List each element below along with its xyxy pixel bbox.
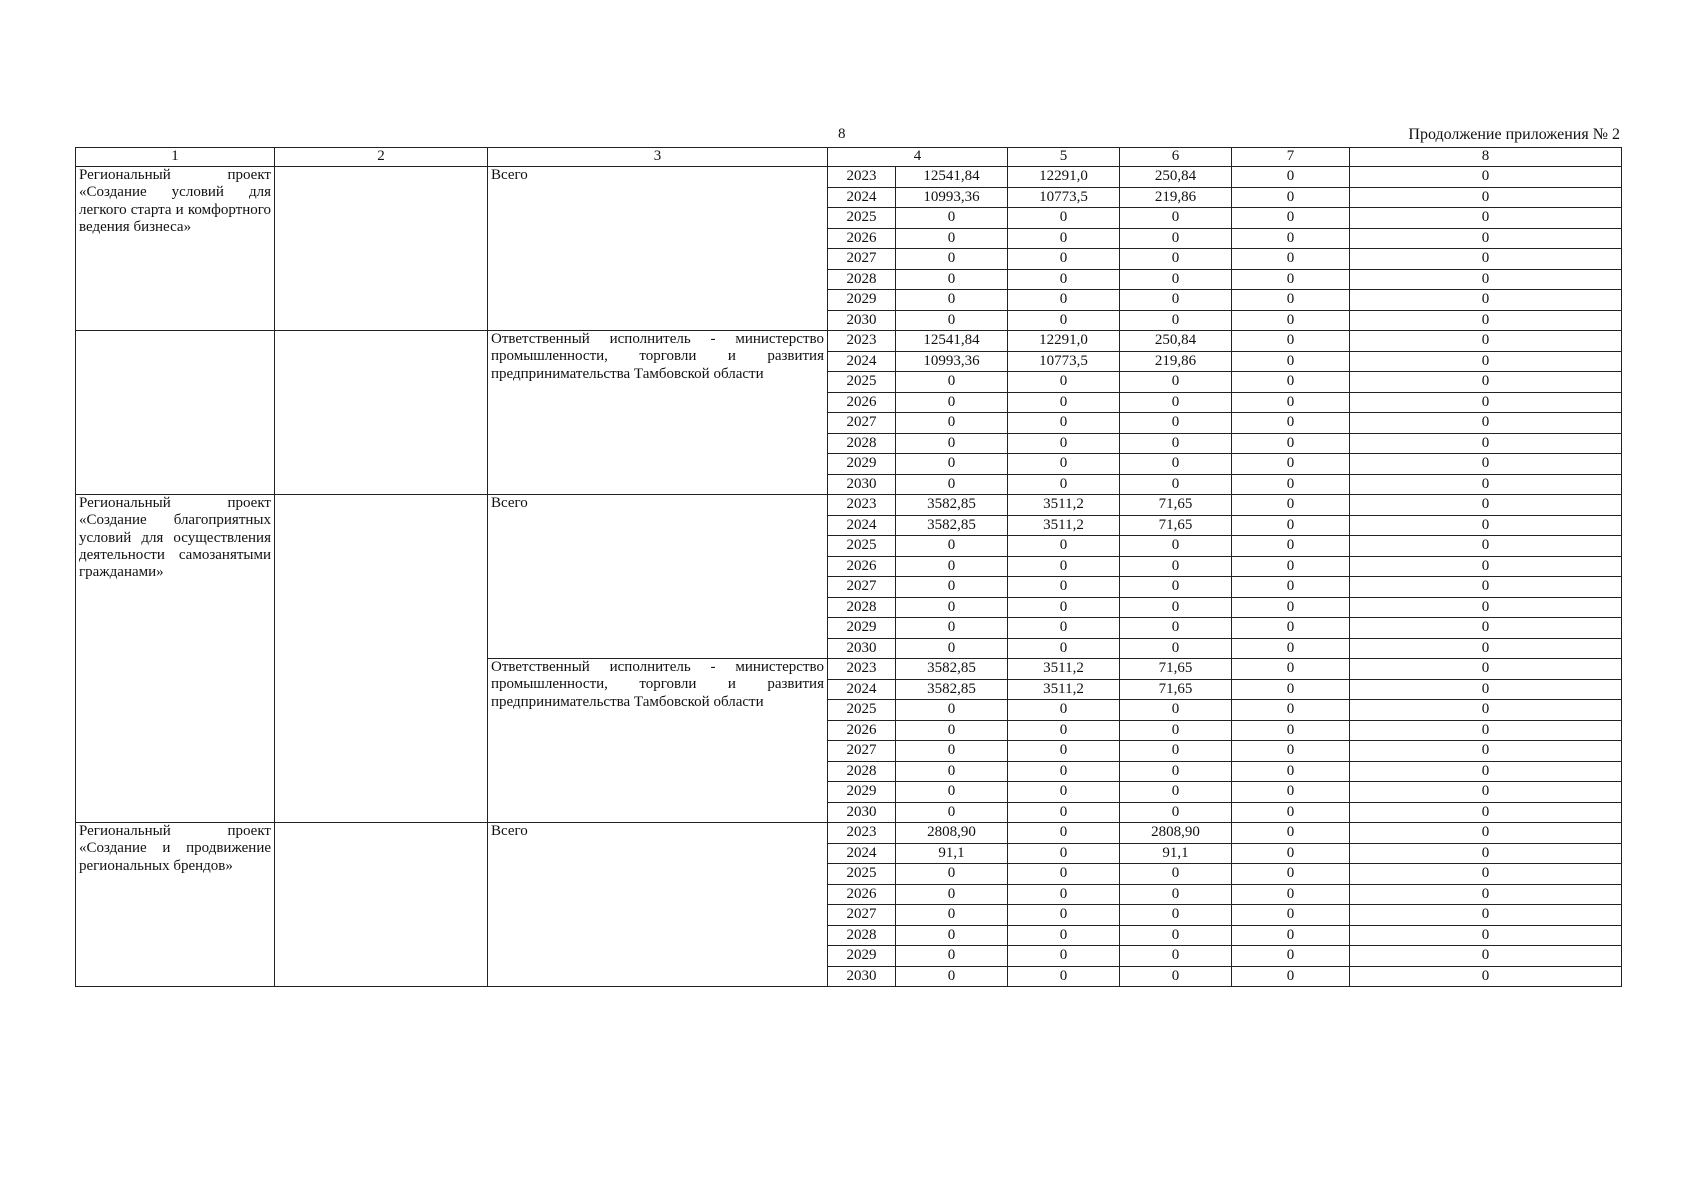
source-label-cell: Всего (488, 823, 828, 987)
value-cell-5: 0 (1008, 392, 1120, 413)
year-cell: 2028 (828, 925, 896, 946)
value-cell-4: 0 (896, 925, 1008, 946)
value-cell-6: 0 (1120, 905, 1232, 926)
page-number: 8 (838, 126, 846, 142)
value-cell-8: 0 (1350, 700, 1622, 721)
continuation-label: Продолжение приложения № 2 (1408, 126, 1620, 143)
value-cell-4: 0 (896, 618, 1008, 639)
value-cell-4: 12541,84 (896, 167, 1008, 188)
value-cell-7: 0 (1232, 249, 1350, 270)
value-cell-8: 0 (1350, 536, 1622, 557)
value-cell-7: 0 (1232, 884, 1350, 905)
year-cell: 2030 (828, 310, 896, 331)
column-2-cell (275, 495, 488, 823)
year-cell: 2027 (828, 413, 896, 434)
value-cell-4: 12541,84 (896, 331, 1008, 352)
value-cell-4: 0 (896, 556, 1008, 577)
year-cell: 2024 (828, 843, 896, 864)
year-cell: 2028 (828, 433, 896, 454)
value-cell-4: 0 (896, 638, 1008, 659)
value-cell-6: 0 (1120, 966, 1232, 987)
value-cell-5: 0 (1008, 577, 1120, 598)
value-cell-4: 0 (896, 905, 1008, 926)
value-cell-6: 0 (1120, 372, 1232, 393)
value-cell-6: 0 (1120, 577, 1232, 598)
value-cell-6: 0 (1120, 761, 1232, 782)
year-cell: 2026 (828, 228, 896, 249)
project-name-cell: Региональный проект «Создание условий для легкого старта и комфортного ведения бизнеса» (76, 167, 275, 331)
value-cell-4: 0 (896, 597, 1008, 618)
value-cell-8: 0 (1350, 577, 1622, 598)
source-label-cell: Ответственный исполнитель - министерство промышленности, торговли и развития предпринимательства Тамбовской области (488, 659, 828, 823)
value-cell-8: 0 (1350, 720, 1622, 741)
column-2-cell (275, 823, 488, 987)
value-cell-5: 0 (1008, 474, 1120, 495)
value-cell-4: 0 (896, 864, 1008, 885)
value-cell-7: 0 (1232, 638, 1350, 659)
value-cell-4: 0 (896, 474, 1008, 495)
value-cell-6: 0 (1120, 454, 1232, 475)
value-cell-5: 0 (1008, 413, 1120, 434)
header-cell: 7 (1232, 148, 1350, 167)
value-cell-5: 0 (1008, 597, 1120, 618)
value-cell-6: 2808,90 (1120, 823, 1232, 844)
value-cell-4: 10993,36 (896, 187, 1008, 208)
value-cell-7: 0 (1232, 536, 1350, 557)
funding-table (75, 147, 1622, 987)
value-cell-7: 0 (1232, 741, 1350, 762)
year-cell: 2024 (828, 679, 896, 700)
year-cell: 2024 (828, 515, 896, 536)
value-cell-5: 10773,5 (1008, 351, 1120, 372)
value-cell-7: 0 (1232, 843, 1350, 864)
value-cell-8: 0 (1350, 864, 1622, 885)
value-cell-6: 219,86 (1120, 187, 1232, 208)
value-cell-6: 0 (1120, 802, 1232, 823)
value-cell-7: 0 (1232, 720, 1350, 741)
value-cell-6: 0 (1120, 249, 1232, 270)
value-cell-6: 71,65 (1120, 515, 1232, 536)
value-cell-6: 0 (1120, 433, 1232, 454)
value-cell-7: 0 (1232, 597, 1350, 618)
value-cell-5: 12291,0 (1008, 167, 1120, 188)
value-cell-6: 0 (1120, 392, 1232, 413)
value-cell-7: 0 (1232, 290, 1350, 311)
value-cell-6: 219,86 (1120, 351, 1232, 372)
value-cell-7: 0 (1232, 167, 1350, 188)
value-cell-7: 0 (1232, 761, 1350, 782)
value-cell-8: 0 (1350, 659, 1622, 680)
value-cell-8: 0 (1350, 392, 1622, 413)
value-cell-4: 91,1 (896, 843, 1008, 864)
value-cell-8: 0 (1350, 741, 1622, 762)
year-cell: 2029 (828, 290, 896, 311)
value-cell-4: 0 (896, 577, 1008, 598)
value-cell-5: 0 (1008, 372, 1120, 393)
value-cell-8: 0 (1350, 905, 1622, 926)
value-cell-6: 0 (1120, 228, 1232, 249)
value-cell-4: 0 (896, 761, 1008, 782)
value-cell-8: 0 (1350, 515, 1622, 536)
value-cell-6: 0 (1120, 884, 1232, 905)
value-cell-5: 0 (1008, 249, 1120, 270)
value-cell-6: 0 (1120, 474, 1232, 495)
header-cell: 5 (1008, 148, 1120, 167)
value-cell-8: 0 (1350, 290, 1622, 311)
value-cell-7: 0 (1232, 577, 1350, 598)
value-cell-7: 0 (1232, 474, 1350, 495)
value-cell-7: 0 (1232, 556, 1350, 577)
value-cell-6: 250,84 (1120, 167, 1232, 188)
year-cell: 2023 (828, 167, 896, 188)
value-cell-6: 250,84 (1120, 331, 1232, 352)
value-cell-4: 0 (896, 536, 1008, 557)
value-cell-7: 0 (1232, 331, 1350, 352)
value-cell-5: 0 (1008, 454, 1120, 475)
year-cell: 2025 (828, 208, 896, 229)
value-cell-4: 2808,90 (896, 823, 1008, 844)
value-cell-5: 0 (1008, 946, 1120, 967)
value-cell-5: 0 (1008, 269, 1120, 290)
value-cell-5: 0 (1008, 720, 1120, 741)
value-cell-4: 0 (896, 946, 1008, 967)
value-cell-6: 0 (1120, 720, 1232, 741)
value-cell-7: 0 (1232, 864, 1350, 885)
value-cell-8: 0 (1350, 208, 1622, 229)
value-cell-8: 0 (1350, 187, 1622, 208)
value-cell-4: 0 (896, 228, 1008, 249)
value-cell-8: 0 (1350, 638, 1622, 659)
project-name-cell (76, 331, 275, 495)
value-cell-5: 0 (1008, 536, 1120, 557)
value-cell-5: 0 (1008, 823, 1120, 844)
header-cell: 2 (275, 148, 488, 167)
year-cell: 2023 (828, 495, 896, 516)
year-cell: 2030 (828, 802, 896, 823)
table-row (76, 331, 1622, 352)
value-cell-4: 0 (896, 310, 1008, 331)
value-cell-4: 0 (896, 454, 1008, 475)
year-cell: 2025 (828, 700, 896, 721)
header-cell: 3 (488, 148, 828, 167)
header-cell: 6 (1120, 148, 1232, 167)
value-cell-4: 0 (896, 802, 1008, 823)
year-cell: 2028 (828, 269, 896, 290)
value-cell-8: 0 (1350, 413, 1622, 434)
year-cell: 2030 (828, 474, 896, 495)
value-cell-7: 0 (1232, 905, 1350, 926)
value-cell-4: 0 (896, 249, 1008, 270)
value-cell-5: 3511,2 (1008, 495, 1120, 516)
value-cell-5: 12291,0 (1008, 331, 1120, 352)
value-cell-6: 0 (1120, 208, 1232, 229)
value-cell-6: 0 (1120, 700, 1232, 721)
value-cell-4: 0 (896, 966, 1008, 987)
value-cell-4: 0 (896, 720, 1008, 741)
value-cell-4: 0 (896, 741, 1008, 762)
value-cell-7: 0 (1232, 946, 1350, 967)
value-cell-4: 0 (896, 413, 1008, 434)
value-cell-8: 0 (1350, 679, 1622, 700)
year-cell: 2029 (828, 454, 896, 475)
value-cell-8: 0 (1350, 495, 1622, 516)
value-cell-7: 0 (1232, 228, 1350, 249)
value-cell-6: 0 (1120, 413, 1232, 434)
value-cell-5: 0 (1008, 310, 1120, 331)
year-cell: 2027 (828, 741, 896, 762)
value-cell-6: 0 (1120, 536, 1232, 557)
value-cell-5: 0 (1008, 925, 1120, 946)
value-cell-5: 0 (1008, 433, 1120, 454)
value-cell-6: 0 (1120, 638, 1232, 659)
header-cell: 8 (1350, 148, 1622, 167)
value-cell-5: 0 (1008, 761, 1120, 782)
year-cell: 2027 (828, 249, 896, 270)
value-cell-7: 0 (1232, 802, 1350, 823)
value-cell-8: 0 (1350, 966, 1622, 987)
value-cell-6: 71,65 (1120, 679, 1232, 700)
value-cell-5: 3511,2 (1008, 515, 1120, 536)
value-cell-4: 3582,85 (896, 515, 1008, 536)
year-cell: 2026 (828, 556, 896, 577)
value-cell-7: 0 (1232, 413, 1350, 434)
value-cell-4: 0 (896, 884, 1008, 905)
value-cell-6: 71,65 (1120, 495, 1232, 516)
value-cell-8: 0 (1350, 310, 1622, 331)
table-body (76, 167, 1622, 987)
value-cell-4: 0 (896, 372, 1008, 393)
value-cell-8: 0 (1350, 249, 1622, 270)
value-cell-5: 0 (1008, 966, 1120, 987)
value-cell-7: 0 (1232, 351, 1350, 372)
year-cell: 2029 (828, 618, 896, 639)
value-cell-4: 3582,85 (896, 679, 1008, 700)
value-cell-6: 0 (1120, 310, 1232, 331)
value-cell-6: 0 (1120, 782, 1232, 803)
value-cell-8: 0 (1350, 269, 1622, 290)
value-cell-5: 0 (1008, 741, 1120, 762)
year-cell: 2023 (828, 659, 896, 680)
column-2-cell (275, 331, 488, 495)
year-cell: 2029 (828, 946, 896, 967)
value-cell-6: 0 (1120, 290, 1232, 311)
value-cell-7: 0 (1232, 392, 1350, 413)
value-cell-7: 0 (1232, 782, 1350, 803)
value-cell-7: 0 (1232, 372, 1350, 393)
value-cell-6: 0 (1120, 925, 1232, 946)
value-cell-5: 3511,2 (1008, 659, 1120, 680)
year-cell: 2026 (828, 720, 896, 741)
value-cell-6: 71,65 (1120, 659, 1232, 680)
project-name-cell: Региональный проект «Создание благоприятных условий для осуществления деятельности самозанятыми гражданами» (76, 495, 275, 823)
value-cell-5: 0 (1008, 618, 1120, 639)
value-cell-8: 0 (1350, 228, 1622, 249)
value-cell-6: 0 (1120, 946, 1232, 967)
value-cell-7: 0 (1232, 515, 1350, 536)
value-cell-5: 0 (1008, 782, 1120, 803)
value-cell-6: 0 (1120, 864, 1232, 885)
value-cell-4: 0 (896, 433, 1008, 454)
value-cell-4: 10993,36 (896, 351, 1008, 372)
source-label-cell: Всего (488, 495, 828, 659)
year-cell: 2030 (828, 966, 896, 987)
value-cell-7: 0 (1232, 618, 1350, 639)
value-cell-4: 0 (896, 208, 1008, 229)
value-cell-6: 0 (1120, 618, 1232, 639)
year-cell: 2025 (828, 536, 896, 557)
value-cell-5: 10773,5 (1008, 187, 1120, 208)
year-cell: 2026 (828, 392, 896, 413)
value-cell-7: 0 (1232, 269, 1350, 290)
value-cell-7: 0 (1232, 823, 1350, 844)
value-cell-6: 0 (1120, 269, 1232, 290)
value-cell-4: 3582,85 (896, 495, 1008, 516)
value-cell-8: 0 (1350, 884, 1622, 905)
value-cell-4: 3582,85 (896, 659, 1008, 680)
value-cell-5: 0 (1008, 290, 1120, 311)
value-cell-4: 0 (896, 269, 1008, 290)
value-cell-4: 0 (896, 782, 1008, 803)
table-row (76, 495, 1622, 516)
header-row (76, 148, 1622, 167)
value-cell-5: 0 (1008, 700, 1120, 721)
year-cell: 2024 (828, 351, 896, 372)
year-cell: 2027 (828, 905, 896, 926)
value-cell-7: 0 (1232, 310, 1350, 331)
value-cell-4: 0 (896, 290, 1008, 311)
year-cell: 2024 (828, 187, 896, 208)
value-cell-8: 0 (1350, 474, 1622, 495)
value-cell-5: 0 (1008, 864, 1120, 885)
value-cell-5: 0 (1008, 228, 1120, 249)
value-cell-8: 0 (1350, 843, 1622, 864)
year-cell: 2028 (828, 597, 896, 618)
value-cell-5: 0 (1008, 556, 1120, 577)
value-cell-8: 0 (1350, 925, 1622, 946)
value-cell-7: 0 (1232, 454, 1350, 475)
value-cell-8: 0 (1350, 597, 1622, 618)
value-cell-6: 0 (1120, 741, 1232, 762)
header-cell: 4 (828, 148, 1008, 167)
year-cell: 2025 (828, 864, 896, 885)
value-cell-6: 0 (1120, 597, 1232, 618)
year-cell: 2028 (828, 761, 896, 782)
value-cell-8: 0 (1350, 556, 1622, 577)
year-cell: 2026 (828, 884, 896, 905)
value-cell-7: 0 (1232, 187, 1350, 208)
value-cell-5: 0 (1008, 843, 1120, 864)
value-cell-8: 0 (1350, 618, 1622, 639)
value-cell-8: 0 (1350, 802, 1622, 823)
year-cell: 2025 (828, 372, 896, 393)
value-cell-8: 0 (1350, 372, 1622, 393)
table-row (76, 823, 1622, 844)
value-cell-8: 0 (1350, 331, 1622, 352)
value-cell-8: 0 (1350, 761, 1622, 782)
value-cell-7: 0 (1232, 966, 1350, 987)
value-cell-7: 0 (1232, 700, 1350, 721)
value-cell-4: 0 (896, 392, 1008, 413)
column-2-cell (275, 167, 488, 331)
year-cell: 2027 (828, 577, 896, 598)
value-cell-8: 0 (1350, 946, 1622, 967)
value-cell-7: 0 (1232, 433, 1350, 454)
table-row (76, 167, 1622, 188)
header-cell: 1 (76, 148, 275, 167)
year-cell: 2029 (828, 782, 896, 803)
value-cell-8: 0 (1350, 167, 1622, 188)
year-cell: 2030 (828, 638, 896, 659)
value-cell-7: 0 (1232, 659, 1350, 680)
value-cell-6: 91,1 (1120, 843, 1232, 864)
value-cell-8: 0 (1350, 433, 1622, 454)
value-cell-5: 0 (1008, 208, 1120, 229)
value-cell-5: 0 (1008, 884, 1120, 905)
value-cell-5: 0 (1008, 802, 1120, 823)
source-label-cell: Ответственный исполнитель - министерство промышленности, торговли и развития предпринимательства Тамбовской области (488, 331, 828, 495)
source-label-cell: Всего (488, 167, 828, 331)
value-cell-7: 0 (1232, 208, 1350, 229)
year-cell: 2023 (828, 823, 896, 844)
value-cell-8: 0 (1350, 782, 1622, 803)
value-cell-7: 0 (1232, 925, 1350, 946)
value-cell-8: 0 (1350, 454, 1622, 475)
value-cell-5: 0 (1008, 905, 1120, 926)
value-cell-8: 0 (1350, 823, 1622, 844)
value-cell-7: 0 (1232, 679, 1350, 700)
value-cell-5: 0 (1008, 638, 1120, 659)
value-cell-4: 0 (896, 700, 1008, 721)
value-cell-5: 3511,2 (1008, 679, 1120, 700)
value-cell-7: 0 (1232, 495, 1350, 516)
year-cell: 2023 (828, 331, 896, 352)
value-cell-6: 0 (1120, 556, 1232, 577)
project-name-cell: Региональный проект «Создание и продвижение региональных брендов» (76, 823, 275, 987)
value-cell-8: 0 (1350, 351, 1622, 372)
